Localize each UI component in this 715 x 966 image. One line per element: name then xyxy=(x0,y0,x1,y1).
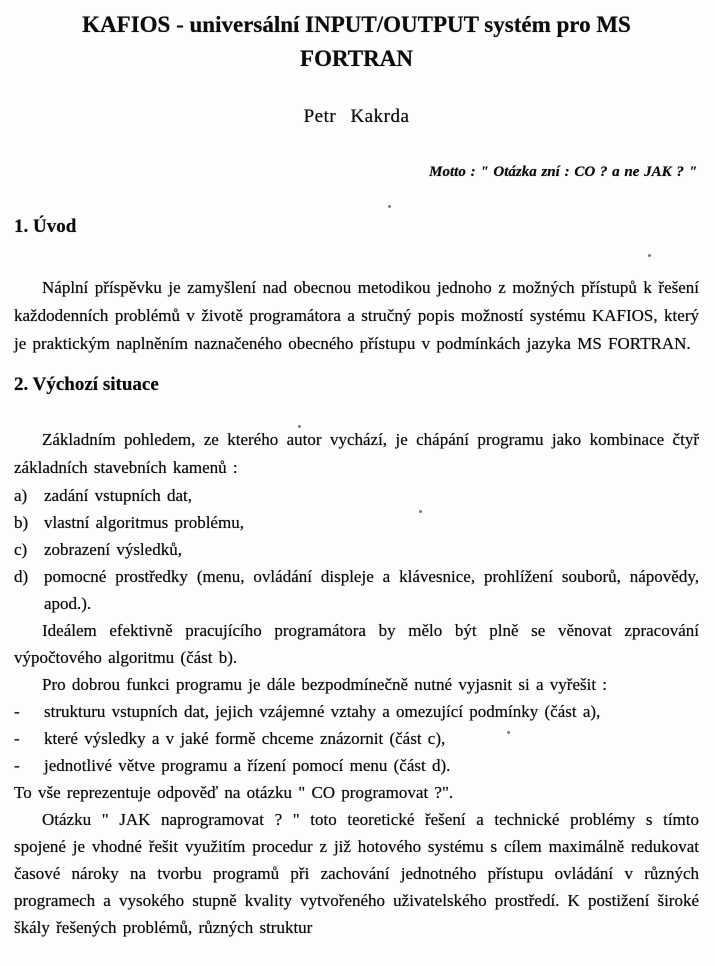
scan-speckle xyxy=(648,254,651,257)
list-item-d-text: pomocné prostředky (menu, ovládání displeje a klávesnice, prohlížení souborů, nápovědy, apod.). xyxy=(44,567,699,613)
page-title: KAFIOS - universální INPUT/OUTPUT systém pro MS FORTRAN xyxy=(82,12,631,71)
paragraph-ideal: Ideálem efektivně pracujícího programátora by mělo být plně se věnovat zpracování výpočtového algoritmu (část b). xyxy=(14,621,699,667)
list-item-b-marker: b) xyxy=(14,513,29,532)
section-2-heading: 2. Výchozí situace xyxy=(14,374,159,395)
dash-item-3 xyxy=(14,752,699,779)
list-item-d-marker: d) xyxy=(14,567,29,586)
scan-speckle xyxy=(507,731,510,734)
list-item-b xyxy=(14,509,699,536)
scan-speckle xyxy=(388,205,391,208)
dash-list xyxy=(14,698,699,779)
paragraph-otazku-jak: Otázku " JAK naprogramovat ? " toto teoretické řešení a technické problémy s tímto spojené je vhodné řešit využitím procedur z již hotového systému s cílem maximálně redukovat časové nároky na tvorbu programů při zachování jednotného přístupu ovládání v různých programech a vysokého stupně kvality vytvořeného uživatelského prostředí. K postižení široké škály řešených problémů, různých struktur xyxy=(14,810,699,937)
dash-item-1-text: strukturu vstupních dat, jejich vzájemné vztahy a omezující podmínky (část a), xyxy=(44,702,601,721)
scan-speckle xyxy=(298,425,301,428)
dash-item-3-text: jednotlivé větve programu a řízení pomocí menu (část d). xyxy=(44,756,451,775)
dash-item-1 xyxy=(14,698,699,725)
list-item-b-text: vlastní algoritmus problému, xyxy=(44,513,244,532)
list-item-c-marker: c) xyxy=(14,540,28,559)
list-item-c-text: zobrazení výsledků, xyxy=(44,540,182,559)
list-item-c xyxy=(14,536,699,563)
dash-item-1-marker: - xyxy=(14,702,20,721)
motto-line: Motto : " Otázka zní : CO ? a ne JAK ? " xyxy=(429,164,697,180)
lettered-list xyxy=(14,482,699,617)
dash-item-2-text: které výsledky a v jaké formě chceme znázornit (část c), xyxy=(44,729,446,748)
section-1-heading: 1. Úvod xyxy=(14,216,77,237)
section-2-intro-paragraph: Základním pohledem, ze kterého autor vychází, je chápání programu jako kombinace čtyř základních stavebních kamenů : xyxy=(14,430,699,477)
dash-item-3-marker: - xyxy=(14,756,20,775)
paragraph-pro-dobrou-funkci: Pro dobrou funkci programu je dále bezpodmínečně nutné vyjasnit si a vyřešit : xyxy=(42,675,608,694)
dash-item-2 xyxy=(14,725,699,752)
scan-speckle xyxy=(419,510,422,513)
list-item-d xyxy=(14,563,699,617)
paragraph-to-vse: To vše reprezentuje odpověď na otázku " CO programovat ?". xyxy=(14,783,454,802)
author-name: Petr Kakrda xyxy=(303,106,410,127)
dash-item-2-marker: - xyxy=(14,729,20,748)
list-item-a xyxy=(14,482,699,509)
list-item-a-text: zadání vstupních dat, xyxy=(44,486,192,505)
list-item-a-marker: a) xyxy=(14,486,28,505)
section-1-paragraph: Náplní příspěvku je zamyšlení nad obecnou metodikou jednoho z možných přístupů k řešení každodenních problémů v životě programátora a stručný popis možností systému KAFIOS, který je praktickým naplněním naznačeného obecného přístupu v podmínkách jazyka MS FORTRAN. xyxy=(14,278,699,353)
